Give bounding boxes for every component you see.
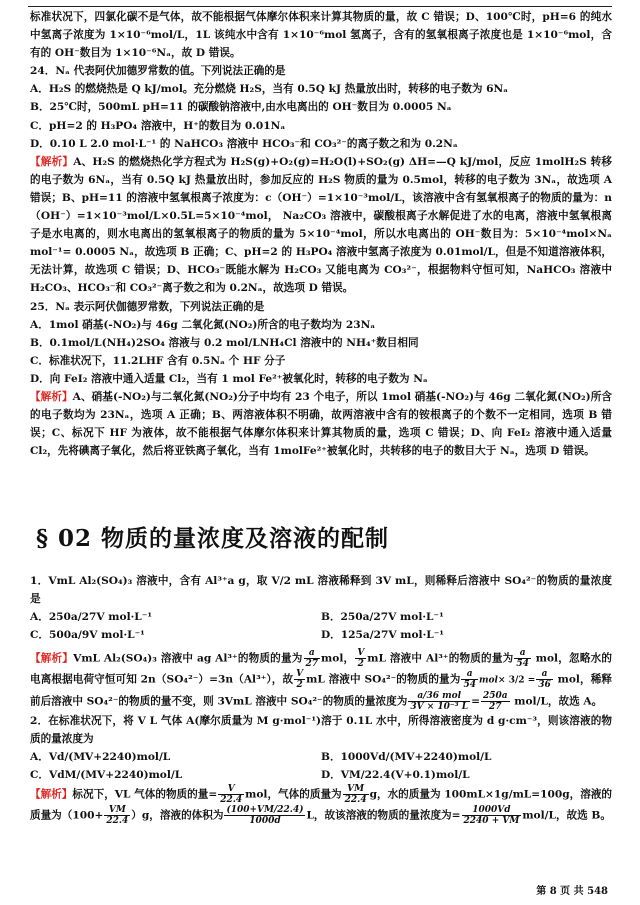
numerator: V <box>357 648 365 659</box>
option-d: D．向 FeI₂ 溶液中通入适量 Cl₂，当有 1 mol Fe²⁺被氧化时，转移的电子数为 Nₐ <box>30 372 428 385</box>
analysis-text: A、H₂S 的燃烧热化学方程式为 H₂S(g)+O₂(g)=H₂O(l)+SO₂(g) ΔH=—Q kJ/mol，反应 1molH₂S 转移的电子数为 6Nₐ，当有 0.5Q kJ 热量放出时，参加反应的 H₂S 物质的量为 0.5mol，转移的电子数为 3Nₐ，故选项 A 错误；B、pH=11 的溶液中氢氧根离子浓度为：c（OH⁻）=1×10⁻³mol/L，该溶液中含有氢氧根离子的物质的量为：n（OH⁻）=1×10⁻³mol/L×0.5L=5×10⁻⁴mol， Na₂CO₃ 溶液中，碳酸根离子水解促进了水的电离，溶液中氢氧根离子是水电离的，则水电离出的氢氧根离子的物质的量为 5×10⁻⁴mol，所以水电离出的 OH⁻数目为：5×10⁻⁴mol×Nₐ mol⁻¹= 0.0005 Nₐ，故选项 B 正确；C、pH=2 的 H₃PO₄ 溶液中氢离子浓度为 0.01mol/L，但是不知道溶液体积，无法计算，故选项 C 错误；D、HCO₃⁻既能水解为 H₂CO₃ 又能电离为 CO₃²⁻，根据物料守恒可知，NaHCO₃ 溶液中 H₂CO₃、HCO₃⁻和 CO₃²⁻离子数之和为 0.2Nₐ，故选项 D 错误。 <box>30 155 613 295</box>
fraction <box>408 691 470 712</box>
fraction <box>218 784 244 805</box>
question-2: 2．在标准状况下，将 V L 气体 A(摩尔质量为 M g·mol⁻¹)溶于 0.1L 水中，所得溶液密度为 d g·cm⁻³，则该溶液的物质的量浓度为 <box>30 714 612 745</box>
fraction <box>462 805 522 826</box>
analysis-text: mol，气体的质量为 <box>245 788 342 801</box>
denominator: 1000d <box>249 816 281 827</box>
denominator: 27 <box>489 701 502 712</box>
page-footer: 第 8 页 共 548 <box>536 886 608 897</box>
denominator: 54 <box>516 659 529 670</box>
analysis-text: g，水的质量为 100mL×1g/mL=100g，溶液的质量为（100+ <box>30 788 613 822</box>
fraction <box>343 784 369 805</box>
question-24: 24．Nₐ 代表阿伏加德罗常数的值。下列说法正确的是 <box>30 65 286 78</box>
denominator: 27 <box>305 659 319 670</box>
fraction <box>224 805 305 826</box>
fraction <box>536 669 553 690</box>
options-1 <box>30 608 612 644</box>
fraction <box>514 648 531 669</box>
analysis-25 <box>30 388 612 460</box>
denominator: 36 <box>538 680 551 691</box>
numerator: a <box>536 669 553 680</box>
lower-text <box>30 572 612 826</box>
analysis-text: mL 溶液中 Al³⁺的物质的量为 <box>367 652 514 665</box>
analysis-text: A、硝基(-NO₂)与二氧化氮(NO₂)分子中均有 23 个电子，所以 1mol 硝基(-NO₂)与 46g 二氧化氮(NO₂)所含的电子数均为 23Nₐ，选项 A 正确；B、两溶液体积不明确，故两溶液中含有的铵根离子的个数不一定相同，选项 B 错误；C、标况下 HF 为液体，故不能根据气体摩尔体积来计算其物质的量，选项 C 错误；D、向 FeI₂ 溶液中通入适量 Cl₂，先将碘离子氧化，然后将亚铁离子氧化，当有 1molFe²⁺被氧化时，共转移的电子的数目大于 Nₐ，选项 D 错误。 <box>30 390 613 458</box>
paragraph: 标准状况下，四氯化碳不是气体，故不能根据气体摩尔体积来计算其物质的量，故 C 错误；D、100℃时，pH=6 的纯水中氢离子浓度为 1×10⁻⁶mol/L，1L 该纯水中含有 1×10⁻⁶mol 氢离子，含有的氢氧根离子浓度也是 1×10⁻⁶mol，含有的 OH⁻数目为 1×10⁻⁶Nₐ，故 D 错误。 <box>30 11 612 60</box>
option-d: D．VM/22.4(V+0.1)mol/L <box>321 769 470 782</box>
option-a: A．Vd/(MV+2240)mol/L <box>30 751 171 764</box>
denominator: 22.4 <box>344 795 367 806</box>
option-c: C．VdM/(MV+2240)mol/L <box>30 769 183 782</box>
fraction <box>481 691 510 712</box>
option-b: B．250a/27V mol·L⁻¹ <box>321 611 444 624</box>
analysis-text: mol/L，故选 B。 <box>522 809 611 822</box>
option-a: A．H₂S 的燃烧热是 Q kJ/mol。充分燃烧 H₂S，当有 0.5Q kJ 热量放出时，转移的电子数为 6Nₐ <box>30 83 509 96</box>
numerator: 250a <box>482 690 508 701</box>
numerator: VM <box>343 784 369 795</box>
option-b: B．25℃时，500mL pH=11 的碳酸钠溶液中,由水电离出的 OH⁻数目为 0.0005 Nₐ <box>30 101 452 114</box>
analysis-2 <box>30 784 612 826</box>
question-1: 1．VmL Al₂(SO₄)₃ 溶液中，含有 Al³⁺a g，取 V/2 mL 溶液稀释到 3V mL，则稀释后溶液中 SO₄²⁻的物质的量浓度是 <box>30 575 612 606</box>
denominator: 2 <box>357 659 364 670</box>
analysis-text: VmL Al₂(SO₄)₃ 溶液中 ag Al³⁺的物质的量为 <box>73 652 303 665</box>
denominator: 3V × 10⁻³ L <box>410 701 469 712</box>
operator: × 3/2 = <box>497 675 536 686</box>
analysis-text: mol，稀释前后溶液中 SO₄²⁻的物质的量不变，则 3VmL 溶液中 SO₄²⁻的物质的量浓度为 <box>30 673 612 708</box>
header-rule <box>28 6 612 7</box>
numerator: a <box>461 669 478 680</box>
fraction <box>104 805 130 826</box>
numerator: a <box>514 648 531 659</box>
unit: mol <box>478 675 498 686</box>
numerator: VM <box>104 805 130 816</box>
denominator: 22.4 <box>220 795 243 806</box>
analysis-24 <box>30 153 612 298</box>
option-a: A．1mol 硝基(-NO₂)与 46g 二氧化氮(NO₂)所含的电子数均为 23Nₐ <box>30 318 376 331</box>
fraction <box>461 669 478 690</box>
fraction <box>355 648 366 669</box>
option-c: C．500a/9V mol·L⁻¹ <box>30 629 145 642</box>
numerator: V <box>296 669 304 680</box>
question-25: 25．Nₐ 表示阿伏伽德罗常数，下列说法正确的是 <box>30 300 265 313</box>
option-d: D．0.10 L 2.0 mol·L⁻¹ 的 NaHCO₃ 溶液中 HCO₃⁻和 CO₃²⁻的离子数之和为 0.2Nₐ <box>30 137 458 150</box>
analysis-label: 【解析】 <box>30 788 73 801</box>
numerator: V <box>218 784 244 795</box>
options-2 <box>30 748 612 784</box>
analysis-text: ）g，溶液的体积为 <box>131 809 224 822</box>
analysis-1: 【解析】VmL Al₂(SO₄)₃ 溶液中 ag Al³⁺的物质的量为 $\frac{a}{27}$ mol， $\frac{V}{2}$ mL 溶液中 Al³⁺的物质的量为 $\frac{a}{54}$ mol，忽略水的电离根据电荷守恒可知 2n（SO₄²⁻）=3n（Al³⁺），故 $\frac{V}{2}$ mL 溶液中 SO₄²⁻的物质的量为 $\frac{a}{54}$ mol× 3/2 = $\frac{a}{36}$ mol，稀释前后溶液中 SO₄²⁻的物质的量不变，则 3VmL 溶液中 SO₄²⁻的物质的量浓度为 $\frac{\text{a/36 mol}}{\text{3V × 10⁻³ L}}$ = $\frac{250a}{27}$ mol/L，故选 A。 <box>30 648 612 712</box>
option-c: C．标准状况下，11.2LHF 含有 0.5Nₐ 个 HF 分子 <box>30 354 286 367</box>
option-b: B．1000Vd/(MV+2240)mol/L <box>321 751 492 764</box>
analysis-text: mol，忽略水的电离根据电荷守恒可知 2n（SO₄²⁻）=3n（Al³⁺），故 <box>30 652 612 686</box>
numerator: a <box>304 648 321 659</box>
upper-text <box>30 8 612 460</box>
denominator: 2240 + VM <box>463 816 520 827</box>
option-d: D．125a/27V mol·L⁻¹ <box>321 629 444 642</box>
analysis-text: mol， <box>321 652 355 665</box>
analysis-text: 标况下，VL 气体的物质的量= <box>72 788 218 801</box>
numerator: (100+VM/22.4) <box>226 805 304 816</box>
analysis-text: mol/L，故选 A。 <box>510 695 603 708</box>
option-b: B．0.1mol/L(NH₄)2SO₄ 溶液与 0.2 mol/LNH₄Cl 溶液中的 NH₄⁺数目相同 <box>30 336 419 349</box>
fraction <box>294 669 305 690</box>
fraction <box>304 648 321 669</box>
analysis-label: 【解析】 <box>30 652 74 665</box>
analysis-label: 【解析】 <box>30 155 74 168</box>
analysis-text: mL 溶液中 SO₄²⁻的物质的量为 <box>306 673 461 686</box>
option-a: A．250a/27V mol·L⁻¹ <box>30 611 152 624</box>
numerator: 1000Vd <box>462 805 522 816</box>
denominator: 2 <box>296 680 303 691</box>
section-title: § 02 物质的量浓度及溶液的配制 <box>36 525 390 552</box>
denominator: 54 <box>463 680 476 691</box>
analysis-text: L，故该溶液的物质的量浓度为= <box>306 809 461 822</box>
denominator: 22.4 <box>106 816 129 827</box>
analysis-label: 【解析】 <box>30 390 73 403</box>
numerator: a/36 mol <box>408 691 470 702</box>
option-c: C．pH=2 的 H₃PO₄ 溶液中，H⁺的数目为 0.01Nₐ <box>30 119 286 132</box>
